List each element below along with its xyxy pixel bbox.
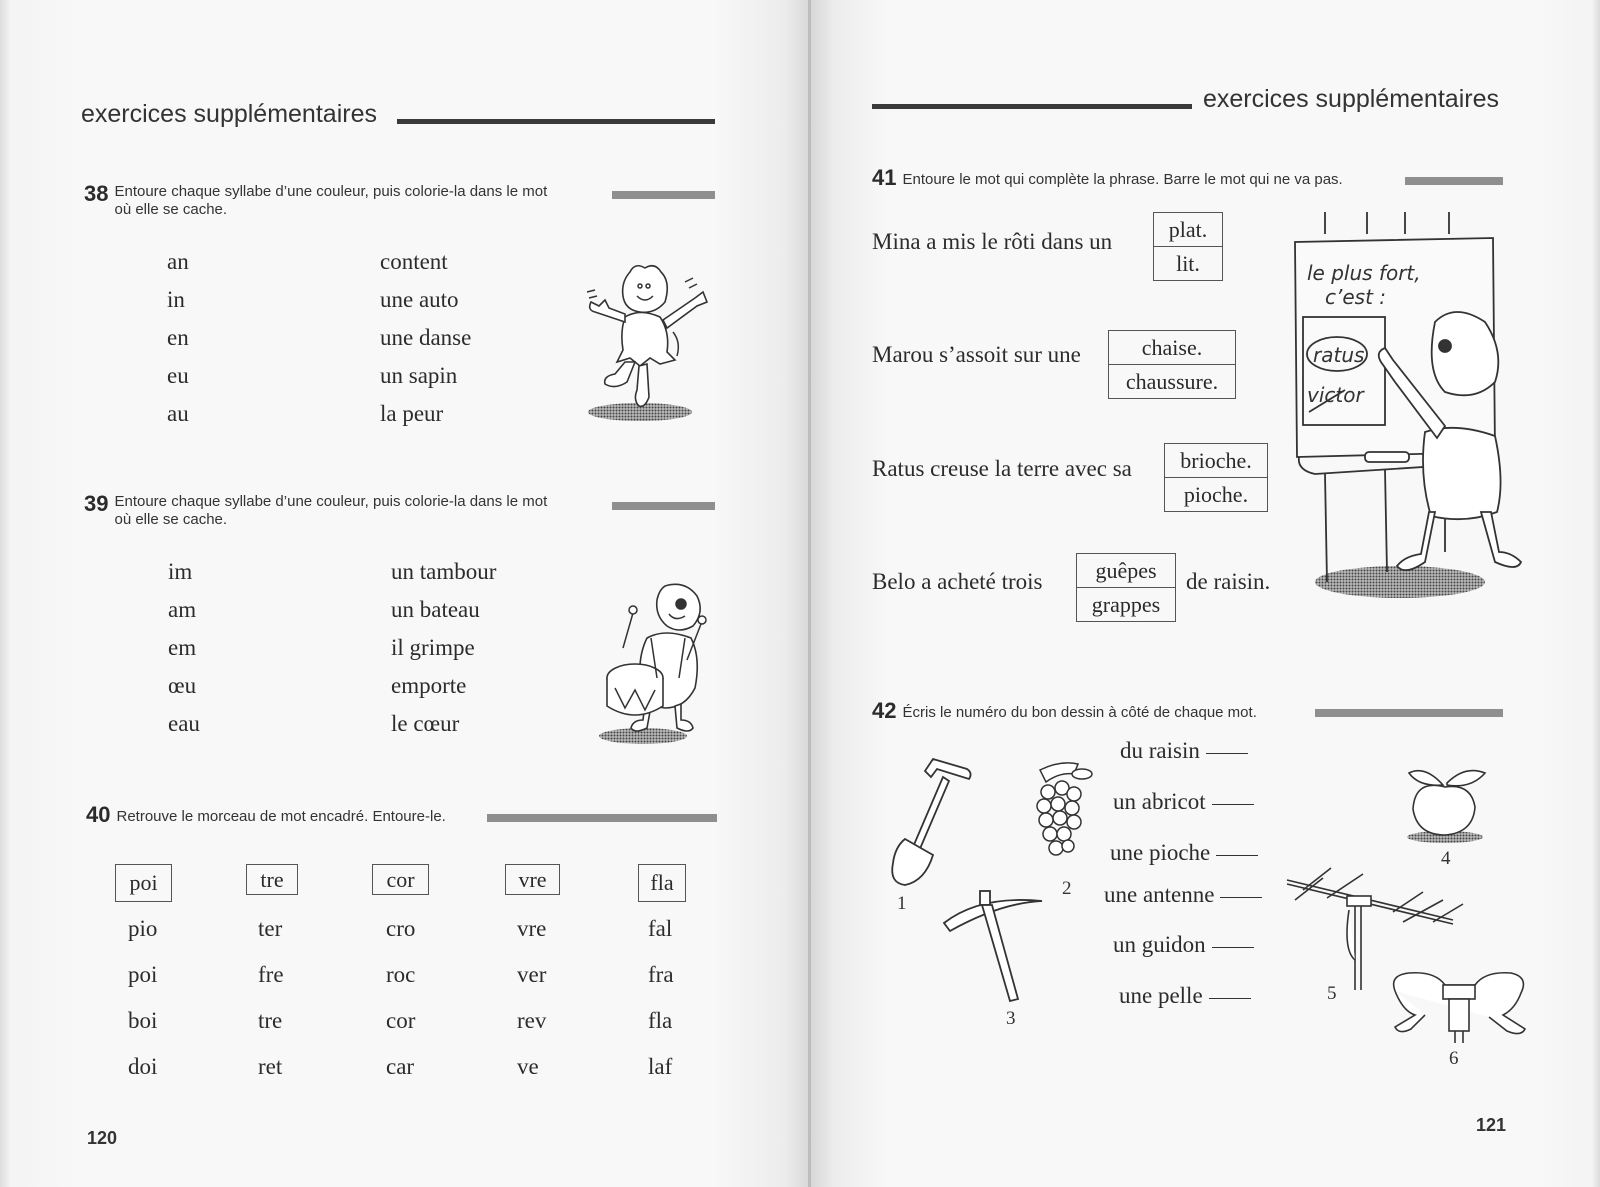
exercise-instruction: où elle se cache. bbox=[114, 201, 228, 218]
choice-box bbox=[1108, 330, 1236, 399]
syllable[interactable]: en bbox=[167, 325, 189, 350]
svg-text:ratus: ratus bbox=[1313, 343, 1365, 367]
shovel-icon bbox=[885, 755, 980, 890]
grapes-icon bbox=[1030, 760, 1100, 870]
word-option[interactable]: vre bbox=[517, 916, 547, 941]
page-edge bbox=[1592, 0, 1600, 1187]
exercise-bar bbox=[1315, 709, 1503, 717]
choice-option[interactable]: pioche. bbox=[1165, 477, 1267, 511]
picture-number: 4 bbox=[1441, 848, 1451, 869]
answer-blank[interactable] bbox=[1212, 946, 1254, 948]
word-option[interactable]: cro bbox=[386, 916, 416, 941]
word[interactable]: le cœur bbox=[391, 711, 460, 736]
word: un guidon bbox=[1113, 932, 1206, 957]
exercise-bar bbox=[612, 502, 715, 510]
choice-option[interactable]: plat. bbox=[1168, 217, 1208, 242]
exercise-39-header bbox=[84, 493, 624, 529]
drummer-cat-illustration bbox=[595, 578, 720, 748]
word-with-blank bbox=[1113, 932, 1254, 958]
target-box: vre bbox=[505, 864, 560, 895]
exercise-number: 39 bbox=[84, 491, 109, 516]
exercise-instruction: Entoure chaque syllabe d’une couleur, puis colorie-la dans le mot bbox=[114, 493, 548, 510]
word-option[interactable]: ve bbox=[517, 1054, 539, 1079]
exercise-38-header bbox=[84, 183, 624, 219]
exercise-instruction: Écris le numéro du bon dessin à côté de chaque mot. bbox=[902, 704, 1257, 721]
answer-blank[interactable] bbox=[1220, 896, 1262, 898]
word-option[interactable]: fre bbox=[258, 962, 284, 987]
word-with-blank bbox=[1113, 789, 1254, 815]
exercise-41-header bbox=[872, 167, 1343, 189]
word: du raisin bbox=[1120, 738, 1200, 763]
syllable[interactable]: in bbox=[167, 287, 185, 312]
word-option[interactable]: pio bbox=[128, 916, 158, 941]
exercise-bar bbox=[487, 814, 717, 822]
picture-number: 1 bbox=[897, 893, 907, 914]
pickaxe-icon bbox=[940, 885, 1050, 1005]
word-option[interactable]: ver bbox=[517, 962, 547, 987]
rat-blackboard-illustration bbox=[1285, 212, 1515, 602]
word-option[interactable]: rev bbox=[517, 1008, 547, 1033]
word-option[interactable]: boi bbox=[128, 1008, 158, 1033]
exercise-bar bbox=[1405, 177, 1503, 185]
word-option[interactable]: roc bbox=[386, 962, 416, 987]
word-with-blank bbox=[1110, 840, 1258, 866]
header-rule bbox=[872, 104, 1192, 109]
word: une antenne bbox=[1104, 882, 1215, 907]
word[interactable]: emporte bbox=[391, 673, 467, 698]
target-box: tre bbox=[246, 864, 298, 895]
answer-blank[interactable] bbox=[1212, 803, 1254, 805]
sentence-text: Belo a acheté trois bbox=[872, 569, 1043, 594]
sentence-text: de raisin. bbox=[1186, 569, 1271, 594]
choice-option[interactable]: brioche. bbox=[1180, 448, 1252, 473]
word-option[interactable]: ret bbox=[258, 1054, 283, 1079]
sentence-text: Ratus creuse la terre avec sa bbox=[872, 456, 1132, 481]
page-header-title: exercices supplémentaires bbox=[1203, 85, 1499, 113]
handlebar-icon bbox=[1385, 965, 1530, 1045]
page-header-title: exercices supplémentaires bbox=[81, 100, 377, 128]
page-edge bbox=[0, 0, 10, 1187]
sentence-text: Marou s’assoit sur une bbox=[872, 342, 1081, 367]
word-option[interactable]: cor bbox=[386, 1008, 416, 1033]
syllable[interactable]: eau bbox=[168, 711, 200, 736]
word: un abricot bbox=[1113, 789, 1206, 814]
apricot-icon bbox=[1405, 765, 1495, 845]
book-spine bbox=[808, 0, 811, 1187]
page-number: 120 bbox=[87, 1128, 118, 1148]
syllable[interactable]: im bbox=[168, 559, 193, 584]
choice-option[interactable]: grappes bbox=[1077, 587, 1175, 621]
dancing-cat-illustration bbox=[585, 262, 715, 427]
choice-option[interactable]: chaussure. bbox=[1109, 364, 1235, 398]
word[interactable]: un sapin bbox=[380, 363, 458, 388]
word[interactable]: content bbox=[380, 249, 448, 274]
word: une pelle bbox=[1119, 983, 1203, 1008]
syllable[interactable]: eu bbox=[167, 363, 189, 388]
word[interactable]: un bateau bbox=[391, 597, 480, 622]
word-option[interactable]: fal bbox=[648, 916, 673, 941]
picture-number: 3 bbox=[1006, 1008, 1016, 1029]
choice-option[interactable]: chaise. bbox=[1141, 335, 1203, 360]
syllable[interactable]: an bbox=[167, 249, 189, 274]
word[interactable]: il grimpe bbox=[391, 635, 475, 660]
choice-box bbox=[1153, 212, 1223, 281]
word[interactable]: une danse bbox=[380, 325, 472, 350]
page-number: 121 bbox=[1476, 1115, 1507, 1135]
word[interactable]: un tambour bbox=[391, 559, 497, 584]
picture-number: 6 bbox=[1449, 1048, 1459, 1069]
word[interactable]: une auto bbox=[380, 287, 459, 312]
exercise-42-header bbox=[872, 700, 1257, 722]
word-option[interactable]: fla bbox=[648, 1008, 673, 1033]
target-box: poi bbox=[115, 864, 172, 902]
word-option[interactable]: car bbox=[386, 1054, 415, 1079]
exercise-instruction: Retrouve le morceau de mot encadré. Entoure-le. bbox=[116, 808, 446, 825]
word-option[interactable]: fra bbox=[648, 962, 674, 987]
word[interactable]: la peur bbox=[380, 401, 444, 426]
syllable[interactable]: au bbox=[167, 401, 189, 426]
exercise-instruction: Entoure le mot qui complète la phrase. Barre le mot qui ne va pas. bbox=[902, 171, 1343, 188]
syllable[interactable]: em bbox=[168, 635, 197, 660]
word-with-blank bbox=[1120, 738, 1248, 764]
choice-option[interactable]: guêpes bbox=[1095, 558, 1157, 583]
word-with-blank bbox=[1104, 882, 1262, 908]
choice-box bbox=[1076, 553, 1176, 622]
answer-blank[interactable] bbox=[1206, 752, 1248, 754]
exercise-number: 41 bbox=[872, 165, 897, 190]
word-option[interactable]: laf bbox=[648, 1054, 673, 1079]
choice-option[interactable]: lit. bbox=[1154, 246, 1222, 280]
word-option[interactable]: doi bbox=[128, 1054, 158, 1079]
svg-text:c’est :: c’est : bbox=[1325, 285, 1387, 309]
answer-blank[interactable] bbox=[1209, 997, 1251, 999]
exercise-instruction: Entoure chaque syllabe d’une couleur, puis colorie-la dans le mot bbox=[114, 183, 548, 200]
header-rule bbox=[397, 119, 715, 124]
word-with-blank bbox=[1119, 983, 1251, 1009]
picture-number: 2 bbox=[1062, 878, 1072, 899]
word: une pioche bbox=[1110, 840, 1211, 865]
target-box: fla bbox=[638, 864, 686, 902]
word-option[interactable]: tre bbox=[258, 1008, 283, 1033]
syllable[interactable]: am bbox=[168, 597, 197, 622]
exercise-bar bbox=[612, 191, 715, 199]
exercise-number: 38 bbox=[84, 181, 109, 206]
word-option[interactable]: ter bbox=[258, 916, 283, 941]
word-option[interactable]: poi bbox=[128, 962, 158, 987]
exercise-number: 40 bbox=[86, 802, 111, 827]
board-line1: le plus fort, bbox=[1307, 261, 1421, 285]
choice-box bbox=[1164, 443, 1268, 512]
exercise-instruction: où elle se cache. bbox=[114, 511, 228, 528]
svg-text:victor: victor bbox=[1307, 383, 1364, 407]
target-box: cor bbox=[372, 864, 429, 895]
sentence-text: Mina a mis le rôti dans un bbox=[872, 229, 1113, 254]
exercise-number: 42 bbox=[872, 698, 897, 723]
exercise-40-header bbox=[86, 804, 446, 826]
answer-blank[interactable] bbox=[1216, 854, 1258, 856]
syllable[interactable]: œu bbox=[168, 673, 197, 698]
picture-number: 5 bbox=[1327, 983, 1337, 1004]
